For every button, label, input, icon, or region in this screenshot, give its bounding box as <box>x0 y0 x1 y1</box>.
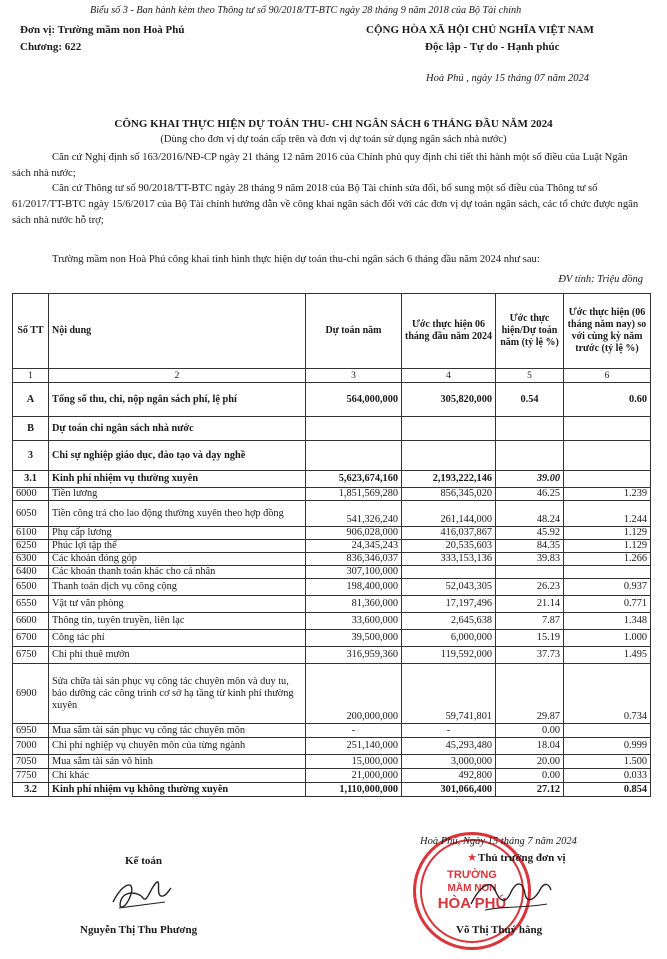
budget-table <box>12 293 651 797</box>
header-yoy: Ước thực hiện (06 tháng năm nay) so với cùng kỳ năm trước (tỷ lệ %) <box>564 294 651 369</box>
col-number: 1 <box>13 369 49 383</box>
row-ratio <box>496 441 564 471</box>
row-ratio: 0.00 <box>496 724 564 738</box>
row-plan: 564,000,000 <box>306 383 402 417</box>
table-row <box>13 647 651 664</box>
row-plan: 541,326,240 <box>306 501 402 527</box>
row-content: Tổng số thu, chi, nộp ngân sách phí, lệ phí <box>49 383 306 417</box>
col-number: 2 <box>49 369 306 383</box>
row-plan: 316,959,360 <box>306 647 402 664</box>
table-row <box>13 738 651 755</box>
row-tt: 6100 <box>13 527 49 540</box>
row-ratio: 18.04 <box>496 738 564 755</box>
row-actual: 119,592,000 <box>402 647 496 664</box>
row-yoy <box>564 417 651 441</box>
row-yoy: 1.244 <box>564 501 651 527</box>
row-yoy: 0.033 <box>564 769 651 783</box>
row-ratio: 26.23 <box>496 579 564 596</box>
table-row <box>13 471 651 488</box>
row-tt: A <box>13 383 49 417</box>
row-yoy <box>564 724 651 738</box>
row-tt: 3.1 <box>13 471 49 488</box>
row-plan: 33,600,000 <box>306 613 402 630</box>
row-yoy: 1.500 <box>564 755 651 769</box>
table-row <box>13 527 651 540</box>
row-yoy <box>564 566 651 579</box>
col-number: 3 <box>306 369 402 383</box>
row-yoy: 0.771 <box>564 596 651 613</box>
report-title: CÔNG KHAI THỰC HIỆN DỰ TOÁN THU- CHI NGÂN SÁCH 6 THÁNG ĐẦU NĂM 2024 <box>114 118 553 130</box>
row-yoy <box>564 471 651 488</box>
row-content: Công tác phí <box>49 630 306 647</box>
row-actual: 17,197,496 <box>402 596 496 613</box>
row-yoy: 1.239 <box>564 488 651 501</box>
date-line: Hoà Phú , ngày 15 tháng 07 năm 2024 <box>426 73 590 84</box>
row-tt: 6000 <box>13 488 49 501</box>
stamp-line-3: HÒA PHÚ <box>437 895 507 912</box>
row-ratio: 37.73 <box>496 647 564 664</box>
row-plan: - <box>306 724 402 738</box>
stamp-line-2: MẦM NON <box>447 883 497 894</box>
row-yoy: 0.999 <box>564 738 651 755</box>
row-tt: 7000 <box>13 738 49 755</box>
row-ratio: 84.35 <box>496 540 564 553</box>
row-actual: 59,741,801 <box>402 664 496 724</box>
paragraph-2: Căn cứ Thông tư số 90/2018/TT-BTC ngày 28 tháng 9 năm 2018 của Bộ Tài chính sửa đổi, bổ sung một số điều của Thông tư số 61/2017/TT-BTC ngày 15/6/2017 của Bộ Tài chính hướng dẫn về công khai ngân sách đối với các đơn vị dự toán ngân sách, các tổ chức được ngân sách nhà nước hỗ trợ; <box>12 183 639 226</box>
row-content: Các khoản đóng góp <box>49 553 306 566</box>
row-ratio: 27.12 <box>496 783 564 797</box>
head-title: Thủ trưởng đơn vị <box>478 852 566 864</box>
row-plan: 251,140,000 <box>306 738 402 755</box>
row-plan: 906,028,000 <box>306 527 402 540</box>
row-ratio: 0.54 <box>496 383 564 417</box>
report-subtitle: (Dùng cho đơn vị dự toán cấp trên và đơn vị dự toán sử dụng ngân sách nhà nước) <box>160 134 507 145</box>
row-tt: 6600 <box>13 613 49 630</box>
table-row <box>13 566 651 579</box>
table-header-row <box>13 294 651 369</box>
row-content: Dự toán chi ngân sách nhà nước <box>49 417 306 441</box>
row-yoy: 0.937 <box>564 579 651 596</box>
row-tt: 6500 <box>13 579 49 596</box>
row-content: Chi phí thuê mướn <box>49 647 306 664</box>
row-actual: 492,800 <box>402 769 496 783</box>
row-content: Phụ cấp lương <box>49 527 306 540</box>
row-actual <box>402 417 496 441</box>
row-actual: 52,043,305 <box>402 579 496 596</box>
row-tt: 6900 <box>13 664 49 724</box>
row-plan: 200,000,000 <box>306 664 402 724</box>
row-tt: 6250 <box>13 540 49 553</box>
row-actual: 856,345,020 <box>402 488 496 501</box>
row-ratio: 29.87 <box>496 664 564 724</box>
table-row <box>13 579 651 596</box>
accountant-name: Nguyễn Thị Thu Phương <box>80 924 198 936</box>
table-row <box>13 540 651 553</box>
row-tt: B <box>13 417 49 441</box>
row-ratio: 20.00 <box>496 755 564 769</box>
row-tt: 3 <box>13 441 49 471</box>
row-ratio: 21.14 <box>496 596 564 613</box>
row-ratio: 15.19 <box>496 630 564 647</box>
row-ratio: 45.92 <box>496 527 564 540</box>
table-row <box>13 417 651 441</box>
row-ratio <box>496 566 564 579</box>
row-content: Chi phí nghiệp vụ chuyên môn của từng ngành <box>49 738 306 755</box>
table-row <box>13 630 651 647</box>
row-yoy: 1.266 <box>564 553 651 566</box>
row-plan: 198,400,000 <box>306 579 402 596</box>
row-actual: 20,535,603 <box>402 540 496 553</box>
row-content: Phúc lợi tập thể <box>49 540 306 553</box>
row-tt: 6400 <box>13 566 49 579</box>
table-row <box>13 769 651 783</box>
row-tt: 3.2 <box>13 783 49 797</box>
row-actual: 416,037,867 <box>402 527 496 540</box>
row-actual <box>402 441 496 471</box>
row-actual: 6,000,000 <box>402 630 496 647</box>
row-actual: 2,645,638 <box>402 613 496 630</box>
row-tt: 6950 <box>13 724 49 738</box>
row-yoy: 1.129 <box>564 527 651 540</box>
table-row <box>13 724 651 738</box>
row-plan: 5,623,674,160 <box>306 471 402 488</box>
col-number: 6 <box>564 369 651 383</box>
row-ratio <box>496 417 564 441</box>
row-yoy: 0.854 <box>564 783 651 797</box>
table-row <box>13 441 651 471</box>
table-row <box>13 383 651 417</box>
row-plan <box>306 417 402 441</box>
header-ratio: Ước thực hiện/Dự toán năm (tỷ lệ %) <box>496 294 564 369</box>
row-tt: 7050 <box>13 755 49 769</box>
row-actual: 305,820,000 <box>402 383 496 417</box>
row-content: Chi sự nghiệp giáo dục, đào tạo và dạy nghề <box>49 441 306 471</box>
head-signature <box>465 870 555 920</box>
unit-name: Đơn vị: Trường mầm non Hoà Phú <box>20 24 185 36</box>
row-actual: 261,144,000 <box>402 501 496 527</box>
row-yoy: 1.495 <box>564 647 651 664</box>
table-row <box>13 488 651 501</box>
row-ratio: 39.83 <box>496 553 564 566</box>
row-plan: 836,346,037 <box>306 553 402 566</box>
stamp-line-1: TRƯỜNG <box>447 869 497 881</box>
sign-date: Hoà Phú, Ngày 15 tháng 7 năm 2024 <box>420 836 577 847</box>
row-content: Các khoản thanh toán khác cho cá nhân <box>49 566 306 579</box>
row-content: Kinh phí nhiệm vụ không thường xuyên <box>49 783 306 797</box>
table-row <box>13 613 651 630</box>
row-ratio: 48.24 <box>496 501 564 527</box>
row-content: Vật tư văn phòng <box>49 596 306 613</box>
row-ratio: 39.00 <box>496 471 564 488</box>
column-number-row <box>13 369 651 383</box>
row-content: Thông tin, tuyên truyền, liên lạc <box>49 613 306 630</box>
row-ratio: 46.25 <box>496 488 564 501</box>
chapter: Chương: 622 <box>20 41 82 53</box>
row-actual: 2,193,222,146 <box>402 471 496 488</box>
row-yoy: 1.348 <box>564 613 651 630</box>
row-ratio: 7.87 <box>496 613 564 630</box>
row-yoy: 1.129 <box>564 540 651 553</box>
accountant-signature <box>105 872 175 917</box>
header-plan: Dự toán năm <box>306 294 402 369</box>
row-yoy: 1.000 <box>564 630 651 647</box>
row-plan: 39,500,000 <box>306 630 402 647</box>
row-tt: 6050 <box>13 501 49 527</box>
row-actual: 333,153,136 <box>402 553 496 566</box>
row-content: Tiền lương <box>49 488 306 501</box>
row-plan <box>306 441 402 471</box>
row-content: Sửa chữa tài sản phục vụ công tác chuyên môn và duy tu, bảo dưỡng các công trình cơ sở hạ tầng từ kinh phí thường xuyên <box>49 664 306 724</box>
row-tt: 6550 <box>13 596 49 613</box>
head-name: Võ Thị Thuý hằng <box>456 924 543 936</box>
row-actual: 301,066,400 <box>402 783 496 797</box>
paragraph-3: Trường mầm non Hoà Phú công khai tình hình thực hiện dự toán thu-chi ngân sách 6 tháng đầu năm 2024 như sau: <box>52 254 540 265</box>
nation-title: CỘNG HÒA XÃ HỘI CHỦ NGHĨA VIỆT NAM <box>366 24 594 36</box>
row-plan: 81,360,000 <box>306 596 402 613</box>
row-yoy <box>564 441 651 471</box>
row-content: Mua sắm tài sản vô hình <box>49 755 306 769</box>
row-content: Mua sắm tài sản phục vụ công tác chuyên môn <box>49 724 306 738</box>
row-plan: 307,100,000 <box>306 566 402 579</box>
accountant-title: Kế toán <box>125 855 162 867</box>
header-tt: Số TT <box>13 294 49 369</box>
table-row <box>13 501 651 527</box>
row-actual: 45,293,480 <box>402 738 496 755</box>
row-plan: 24,345,243 <box>306 540 402 553</box>
stamp-star-icon: ★ <box>467 852 477 864</box>
row-tt: 6300 <box>13 553 49 566</box>
table-row <box>13 664 651 724</box>
row-plan: 21,000,000 <box>306 769 402 783</box>
header-content: Nội dung <box>49 294 306 369</box>
table-row <box>13 553 651 566</box>
unit-note: ĐV tính: Triệu đồng <box>558 274 643 285</box>
row-actual: 3,000,000 <box>402 755 496 769</box>
row-plan: 15,000,000 <box>306 755 402 769</box>
col-number: 4 <box>402 369 496 383</box>
row-content: Tiền công trả cho lao động thường xuyên theo hợp đồng <box>49 501 306 527</box>
row-content: Kinh phí nhiệm vụ thường xuyên <box>49 471 306 488</box>
row-content: Thanh toán dịch vụ công cộng <box>49 579 306 596</box>
row-content: Chi khác <box>49 769 306 783</box>
row-plan: 1,110,000,000 <box>306 783 402 797</box>
col-number: 5 <box>496 369 564 383</box>
header-actual: Ước thực hiện 06 tháng đầu năm 2024 <box>402 294 496 369</box>
row-tt: 6750 <box>13 647 49 664</box>
paragraph-1: Căn cứ Nghị định số 163/2016/NĐ-CP ngày 21 tháng 12 năm 2016 của Chính phủ quy định chi tiết thi hành một số điều của Luật Ngân sách nhà nước; <box>12 152 628 179</box>
row-ratio: 0.00 <box>496 769 564 783</box>
table-row <box>13 596 651 613</box>
row-plan: 1,851,569,280 <box>306 488 402 501</box>
row-tt: 7750 <box>13 769 49 783</box>
nation-motto: Độc lập - Tự do - Hạnh phúc <box>425 41 560 53</box>
row-tt: 6700 <box>13 630 49 647</box>
form-note: Biểu số 3 - Ban hành kèm theo Thông tư số 90/2018/TT-BTC ngày 28 tháng 9 năm 2018 của Bộ Tài chính <box>90 5 522 16</box>
table-row <box>13 783 651 797</box>
table-row <box>13 755 651 769</box>
row-yoy: 0.60 <box>564 383 651 417</box>
row-actual <box>402 566 496 579</box>
row-actual: - <box>402 724 496 738</box>
row-yoy: 0.734 <box>564 664 651 724</box>
